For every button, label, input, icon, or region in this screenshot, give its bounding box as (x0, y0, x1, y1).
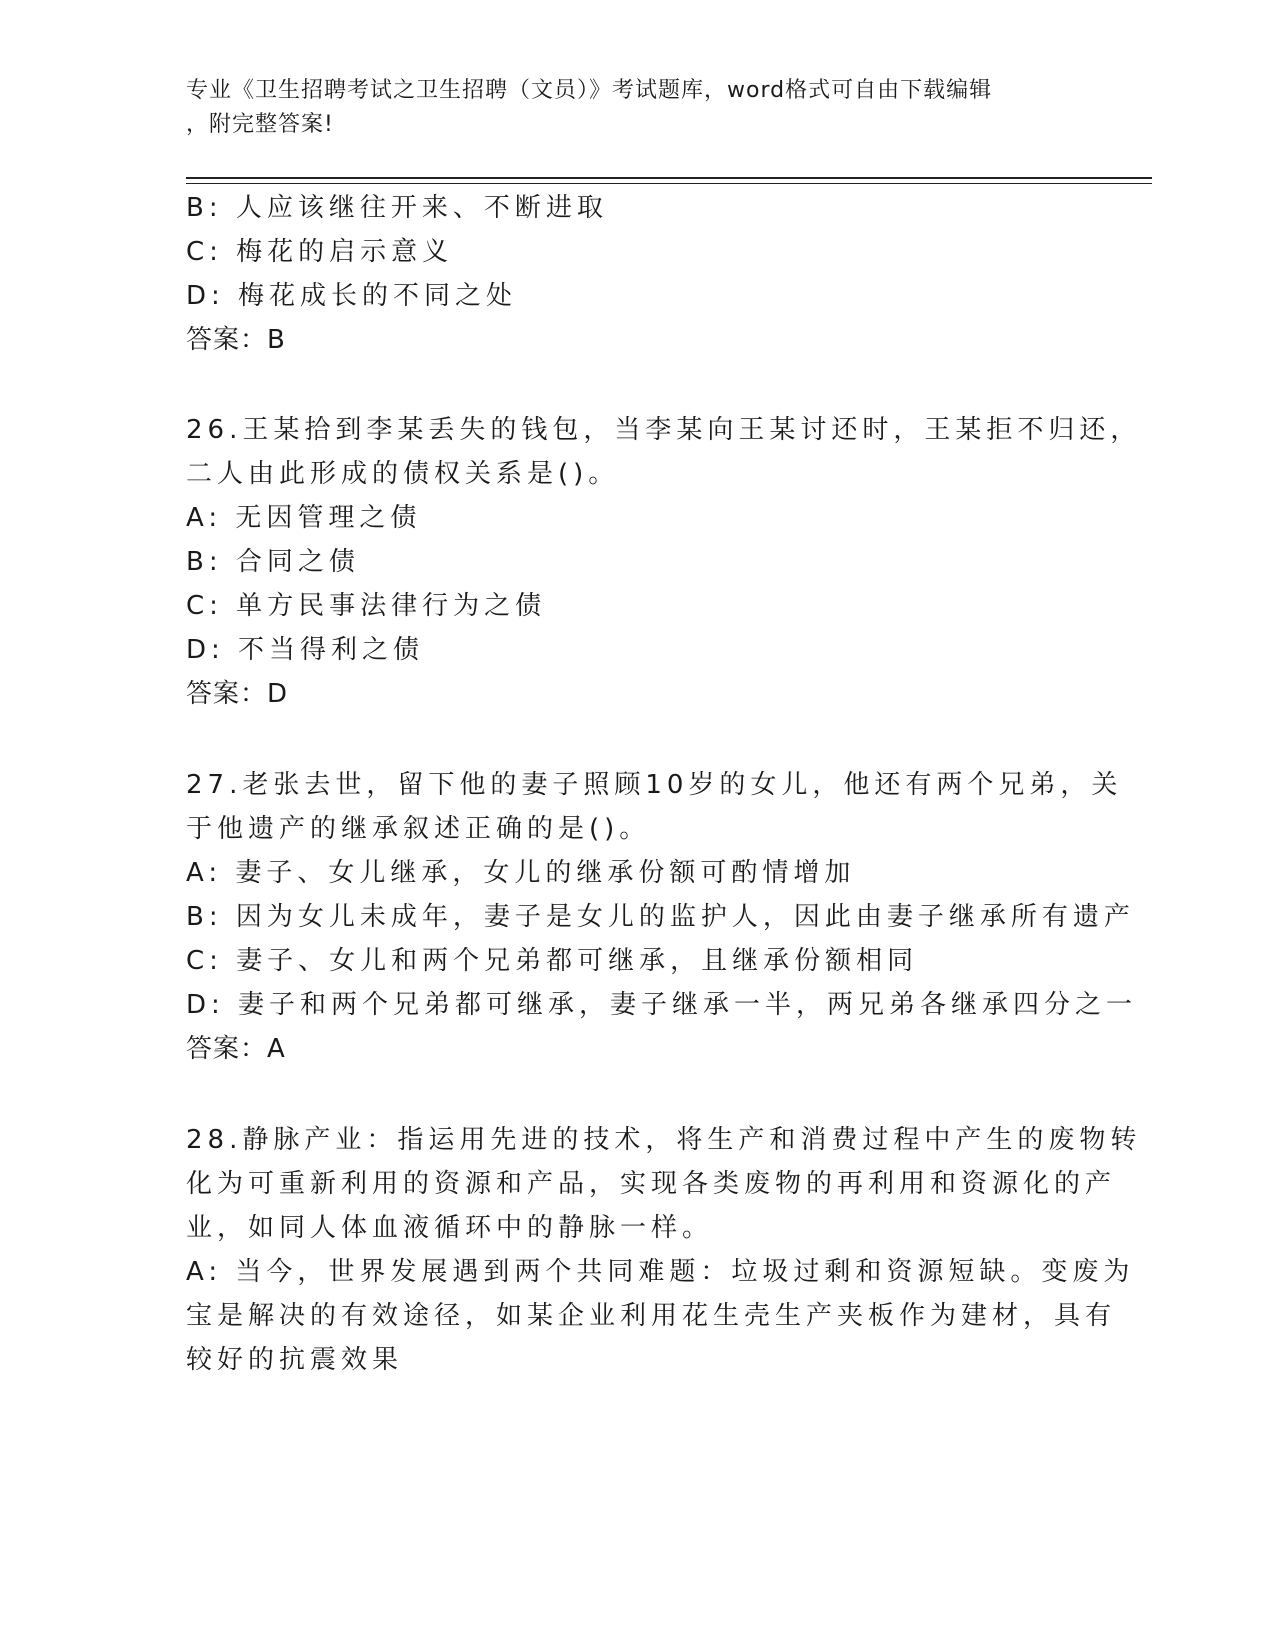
document-header (186, 74, 1066, 142)
q27-option-c: C: 妻子、女儿和两个兄弟都可继承，且继承份额相同 (186, 946, 919, 976)
q26-answer: 答案：D (186, 679, 289, 709)
q28-option-a-line-1: A: 当今，世界发展遇到两个共同难题：垃圾过剩和资源短缺。变废为 (186, 1257, 1135, 1287)
q28-stem-line-3: 业，如同人体血液循环中的静脉一样。 (186, 1213, 714, 1243)
q28-option-a-line-2: 宝是解决的有效途径，如某企业利用花生壳生产夹板作为建材，具有 (186, 1301, 1117, 1331)
q25-option-c: C: 梅花的启示意义 (186, 237, 454, 267)
header-title-line: 专业《卫生招聘考试之卫生招聘（文员）》考试题库，word格式可自由下载编辑 (186, 78, 993, 103)
q27-option-b: B: 因为女儿未成年，妻子是女儿的监护人，因此由妻子继承所有遗产 (186, 902, 1135, 932)
q26-stem-line-2: 二人由此形成的债权关系是()。 (186, 459, 620, 489)
q28-stem-line-2: 化为可重新利用的资源和产品，实现各类废物的再利用和资源化的产 (186, 1169, 1117, 1199)
q28-stem-line-1: 28.静脉产业：指运用先进的技术，将生产和消费过程中产生的废物转 (186, 1125, 1142, 1155)
q27-stem-line-1: 27.老张去世，留下他的妻子照顾10岁的女儿，他还有两个兄弟，关 (186, 770, 1123, 800)
q25-option-d: D: 梅花成长的不同之处 (186, 281, 518, 311)
q26-option-c: C: 单方民事法律行为之债 (186, 591, 547, 621)
q25-option-b: B: 人应该继往开来、不断进取 (186, 193, 608, 223)
q27-stem-line-2: 于他遗产的继承叙述正确的是()。 (186, 814, 651, 844)
header-title-continuation: ，附完整答案! (186, 112, 334, 137)
q28-option-a-line-3: 较好的抗震效果 (186, 1345, 404, 1375)
q27-answer: 答案：A (186, 1034, 286, 1064)
q26-option-d: D: 不当得利之债 (186, 635, 425, 665)
q27-option-a: A: 妻子、女儿继承，女儿的继承份额可酌情增加 (186, 858, 856, 888)
q25-answer: 答案：B (186, 325, 286, 355)
header-divider-thin (186, 183, 1152, 184)
header-divider-thick (186, 177, 1152, 179)
q26-option-b: B: 合同之债 (186, 547, 360, 577)
q27-option-d: D: 妻子和两个兄弟都可继承，妻子继承一半，两兄弟各继承四分之一 (186, 990, 1138, 1020)
q26-stem-line-1: 26.王某拾到李某丢失的钱包，当李某向王某讨还时，王某拒不归还， (186, 415, 1142, 445)
q26-option-a: A: 无因管理之债 (186, 503, 422, 533)
